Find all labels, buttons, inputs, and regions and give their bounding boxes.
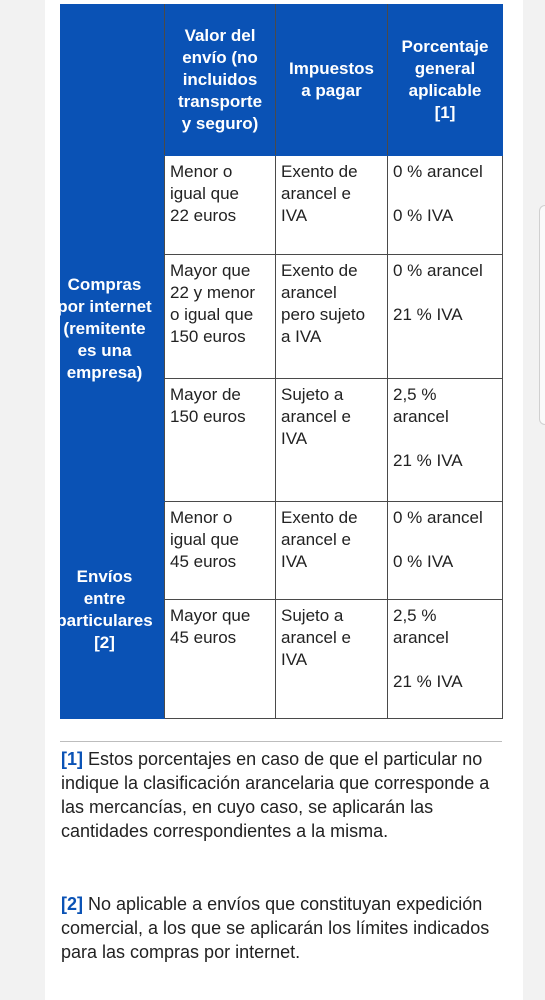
header-taxes: Impuestos a pagar: [276, 5, 388, 156]
value-cell: Mayor que 22 y menor o igual que 150 euros: [165, 255, 276, 379]
value-cell: Menor o igual que 22 euros: [165, 156, 276, 255]
header-corner: [61, 5, 165, 156]
footnote-ref-2[interactable]: [2]: [61, 894, 83, 914]
group-label-private-shipments: Envíos entre particulares [2]: [61, 502, 165, 719]
header-shipment-value: Valor del envío (no incluidos transporte y seguro): [165, 5, 276, 156]
value-cell: Mayor que 45 euros: [165, 600, 276, 719]
value-cell: Mayor de 150 euros: [165, 379, 276, 502]
table-row: [61, 502, 503, 600]
header-row: [61, 5, 503, 156]
footnote-1: [61, 747, 506, 843]
footnote-text-2: No aplicable a envíos que constituyan expedición comercial, a los que se aplicarán los límites indicados para las compras por internet.: [61, 894, 490, 962]
taxes-cell: Exento de arancel e IVA: [276, 156, 388, 255]
value-cell: Menor o igual que 45 euros: [165, 502, 276, 600]
footnote-2: [61, 892, 506, 964]
rate-cell: 0 % arancel 0 % IVA: [388, 502, 503, 600]
table-row: [61, 156, 503, 255]
footnote-text-1: Estos porcentajes en caso de que el particular no indique la clasificación arancelaria que corresponde a las mercancías, en cuyo caso, se aplicarán las cantidades correspondientes a la misma.: [61, 749, 490, 841]
scroll-handle[interactable]: [539, 205, 545, 425]
taxes-cell: Sujeto a arancel e IVA: [276, 379, 388, 502]
taxes-cell: Sujeto a arancel e IVA: [276, 600, 388, 719]
rate-cell: 0 % arancel 0 % IVA: [388, 156, 503, 255]
rate-cell: 2,5 % arancel 21 % IVA: [388, 600, 503, 719]
header-rate: Porcentaje general aplicable [1]: [388, 5, 503, 156]
rate-cell: 0 % arancel 21 % IVA: [388, 255, 503, 379]
group-label-internet-purchases: Compras por internet (remitente es una empresa): [61, 156, 165, 502]
taxes-cell: Exento de arancel pero sujeto a IVA: [276, 255, 388, 379]
divider: [60, 741, 502, 742]
footnote-ref-1[interactable]: [1]: [61, 749, 83, 769]
customs-fees-table: [56, 4, 503, 719]
taxes-cell: Exento de arancel e IVA: [276, 502, 388, 600]
rate-cell: 2,5 % arancel 21 % IVA: [388, 379, 503, 502]
